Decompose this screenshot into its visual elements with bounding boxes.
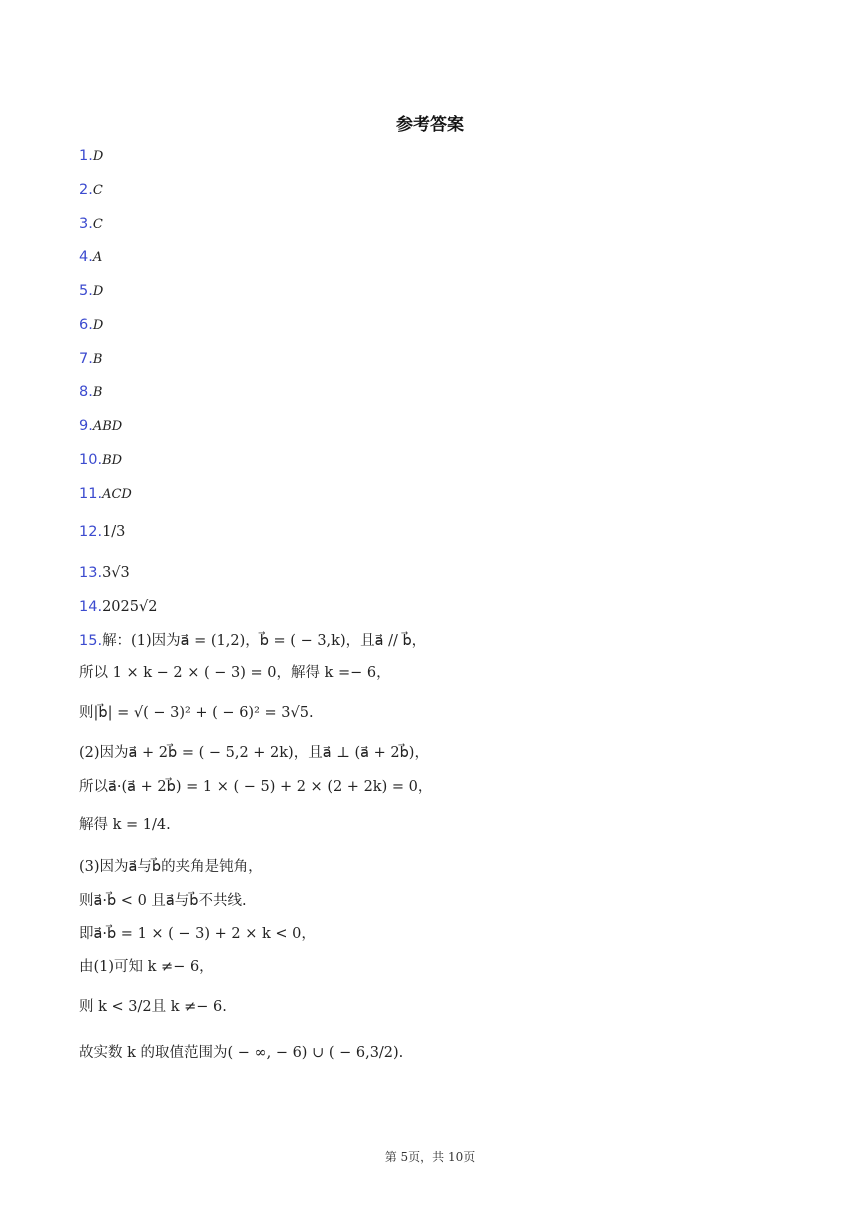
answer-item [79,381,102,403]
answer-item [79,596,157,618]
solution-line: 由(1)可知 k ≠− 6， [79,959,214,975]
solution-line: 即a⃗·b⃗ = 1 × ( − 3) + 2 × k < 0， [79,926,316,942]
solution-line [79,630,426,652]
answer-number: 1. [79,148,93,164]
answer-item [79,483,132,505]
answer-item [79,179,103,201]
answer-text: 2025√2 [102,599,158,615]
page-footer: 第 5页，共 10页 [384,1150,476,1164]
answer-item [79,280,103,302]
answer-number: 2. [79,182,93,198]
answer-text: D [92,284,104,299]
solution-line: (3)因为a⃗与b⃗的夹角是钝角， [79,859,263,875]
solution-line: 所以 1 × k − 2 × ( − 3) = 0，解得 k =− 6， [79,665,391,681]
solution-text: 解：(1)因为a⃗ = (1,2)，b⃗ = ( − 3,k)，且a⃗ // b⃗， [102,633,427,649]
answer-text: BD [102,453,123,468]
answer-item [79,562,130,584]
answer-text: 3√3 [102,565,130,581]
answer-number: 11. [79,486,103,502]
answer-text: B [92,385,103,400]
solution-line: 则a⃗·b⃗ < 0 且a⃗与b⃗不共线. [79,893,247,909]
answer-text: C [92,183,103,198]
page-title: 参考答案 [396,115,464,135]
solution-line: 则|b⃗| = √( − 3)² + ( − 6)² = 3√5. [79,705,314,721]
answer-text: D [92,149,104,164]
answer-item [79,246,102,268]
answer-text: 1/3 [102,524,126,540]
answer-item [79,314,103,336]
answer-item [79,415,122,437]
answer-item [79,521,125,543]
answer-text: B [92,352,103,367]
solution-line: (2)因为a⃗ + 2b⃗ = ( − 5,2 + 2k)，且a⃗ ⊥ (a⃗ + 2b⃗)， [79,745,429,761]
answer-text: A [92,250,103,265]
answer-item [79,213,103,235]
answer-text: D [92,318,104,333]
answer-number: 13. [79,565,103,581]
answer-text: ABD [92,419,123,434]
answer-number: 10. [79,452,103,468]
answer-number: 3. [79,216,93,232]
answer-number: 5. [79,283,93,299]
solution-line: 故实数 k 的取值范围为( − ∞, − 6) ∪ ( − 6,3/2). [79,1045,404,1061]
answer-item [79,145,103,167]
answer-number: 7. [79,351,93,367]
solution-line: 所以a⃗·(a⃗ + 2b⃗) = 1 × ( − 5) + 2 × (2 + 2k) = 0， [79,779,433,795]
solution-line: 解得 k = 1/4. [79,817,171,833]
answer-number: 4. [79,249,93,265]
answer-text: ACD [102,487,132,502]
answer-item [79,348,102,370]
answer-number: 9. [79,418,93,434]
question-number: 15. [79,633,103,649]
answer-text: C [92,217,103,232]
answer-number: 12. [79,524,103,540]
answer-number: 14. [79,599,103,615]
answer-number: 6. [79,317,93,333]
answer-number: 8. [79,384,93,400]
answer-item [79,449,122,471]
solution-line: 则 k < 3/2且 k ≠− 6. [79,999,227,1015]
